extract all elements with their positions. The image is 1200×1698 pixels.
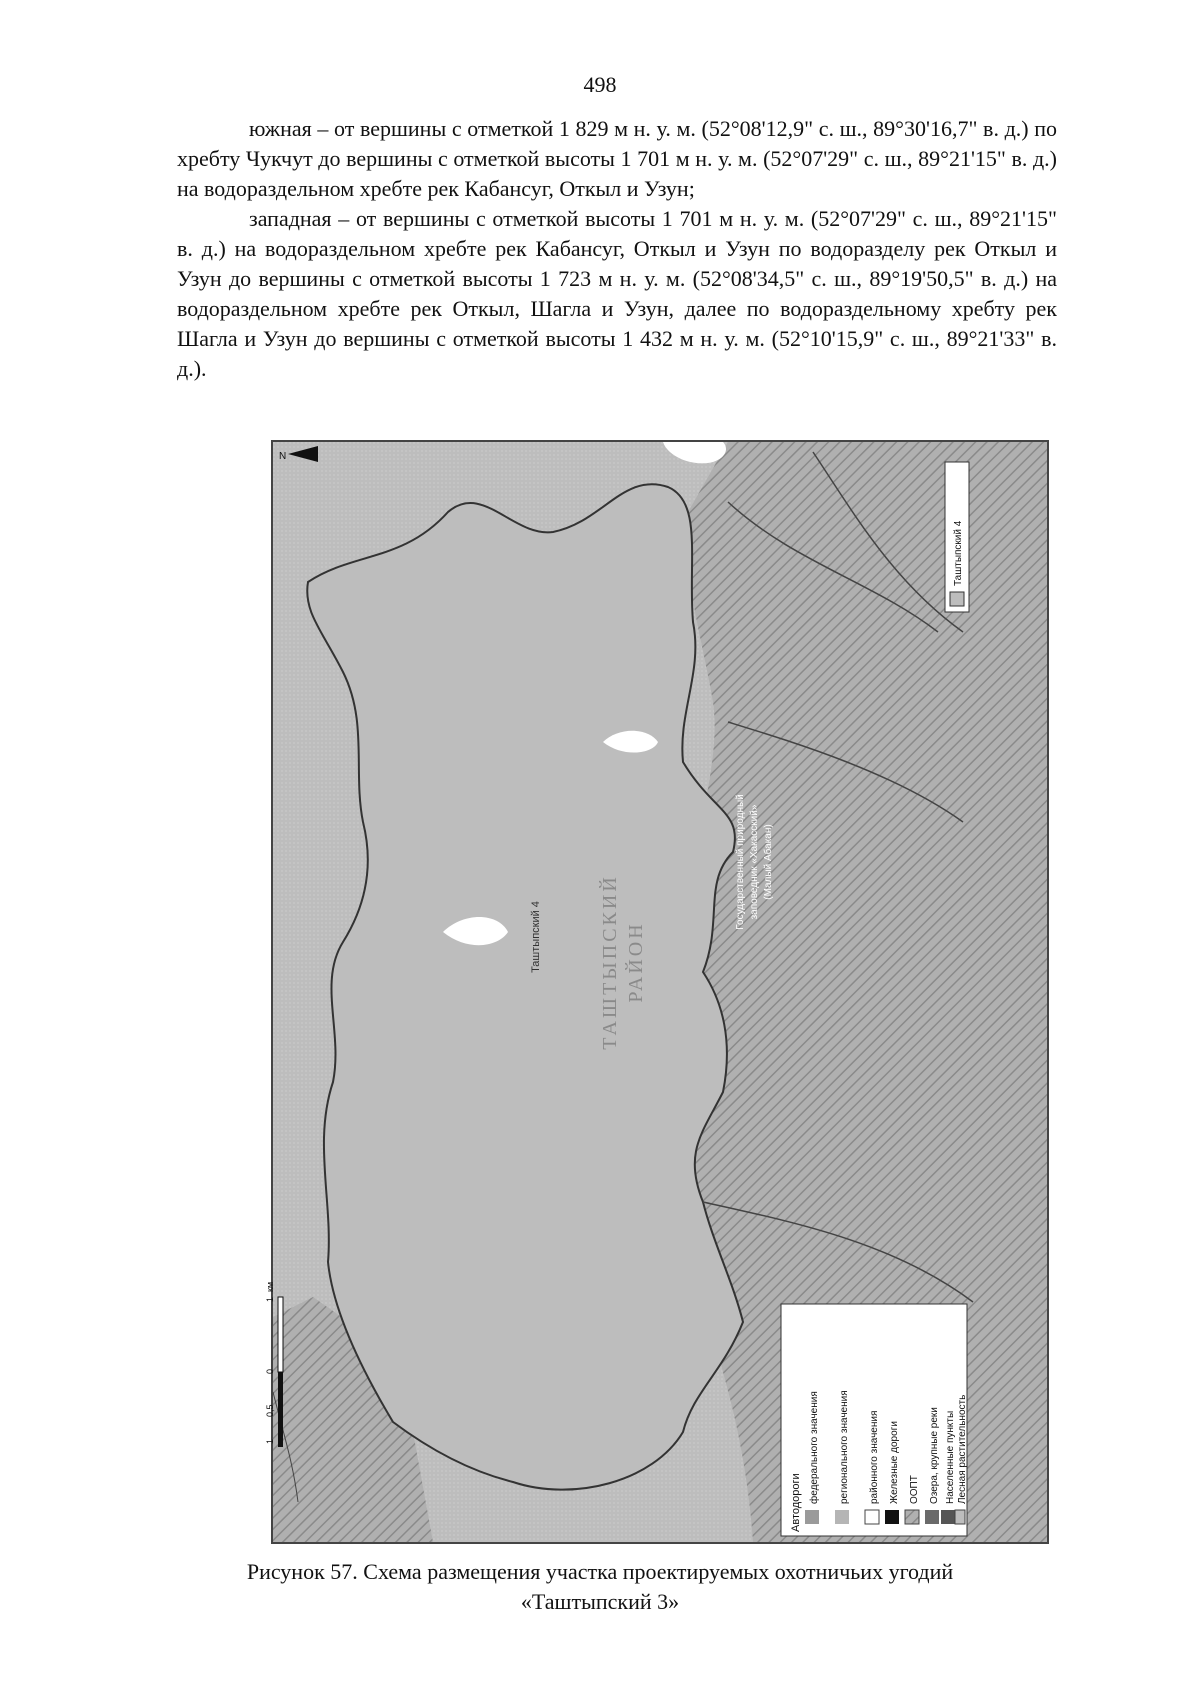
scale-tick-0-5: 0,5 [265,1404,275,1417]
plot-legend-swatch [950,592,964,606]
page-number: 498 [583,72,617,97]
legend-item-lakes: Озера, крупные реки [929,1407,940,1504]
oopt-label-1: Государственный природный [735,794,746,930]
figure-caption [0,1557,1200,1617]
legend-swatch-district [865,1510,879,1524]
legend-swatch-settlements [941,1510,955,1524]
hunting-plot-boundary [307,484,743,1489]
district-label-2: РАЙОН [625,921,647,1003]
caption-line-2: «Таштыпский 3» [520,1589,680,1614]
map-figure [265,440,1049,1544]
legend-item-regional: регионального значения [839,1390,850,1504]
body-text [177,114,1057,384]
north-label: N [279,451,287,462]
scale-tick-1b: 1 [265,1296,275,1302]
map-legend [781,1304,968,1536]
legend-swatch-oopt [905,1510,919,1524]
legend-swatch-forest [955,1510,965,1524]
legend-item-settlements: Населенные пункты [945,1410,956,1504]
plot-legend [945,462,969,612]
legend-swatch-railway [885,1510,899,1524]
oopt-label-2: заповедник «Хакасский» [749,804,760,920]
legend-title: Автодороги [790,1473,802,1532]
district-label: ТАШТЫПСКИЙ [599,874,621,1050]
scale-tick-1: 1 [265,1438,275,1444]
legend-swatch-regional [835,1510,849,1524]
map-svg [265,442,1047,1542]
legend-swatch-federal [805,1510,819,1524]
legend-item-oopt: ООПТ [909,1475,920,1504]
paragraph-west-boundary: западная – от вершины с отметкой высоты 1 701 м н. у. м. (52°07'29" с. ш., 89°21'15" в. д.) на водораздельном хребте рек Кабансуг, Откыл и Узун по водоразделу рек Откыл и Узун до вершины с отметкой высоты 1 723 м н. у. м. (52°08'34,5" с. ш., 89°19'50,5" в. д.) на водораздельном хребте рек Откыл, Шагла и Узун, далее по водораздельному хребту рек Шагла и Узун до вершины с отметкой высоты 1 432 м н. у. м. (52°10'15,9" с. ш., 89°21'33" в. д.). [177,206,1057,381]
oopt-label-3: (Малый Абакан) [763,824,774,900]
scale-tick-0: 0 [265,1368,275,1374]
legend-item-railway: Железные дороги [889,1421,900,1504]
legend-item-forest: Лесная растительность [957,1394,968,1504]
caption-line-1: Рисунок 57. Схема размещения участка проектируемых охотничьих угодий [246,1559,954,1584]
legend-swatch-lakes [925,1510,939,1524]
plot-label: Таштыпский 4 [530,901,542,973]
paragraph-south-boundary: южная – от вершины с отметкой 1 829 м н. у. м. (52°08'12,9" с. ш., 89°30'16,7" в. д.) по хребту Чукчут до вершины с отметкой высоты 1 701 м н. у. м. (52°07'29" с. ш., 89°21'15" в. д.) на водораздельном хребте рек Кабансуг, Откыл и Узун; [177,116,1057,201]
scale-unit: км [265,1281,275,1292]
legend-item-federal: федерального значения [809,1391,820,1504]
legend-item-district: районного значения [869,1410,880,1504]
plot-legend-label: Таштыпский 4 [953,520,964,586]
